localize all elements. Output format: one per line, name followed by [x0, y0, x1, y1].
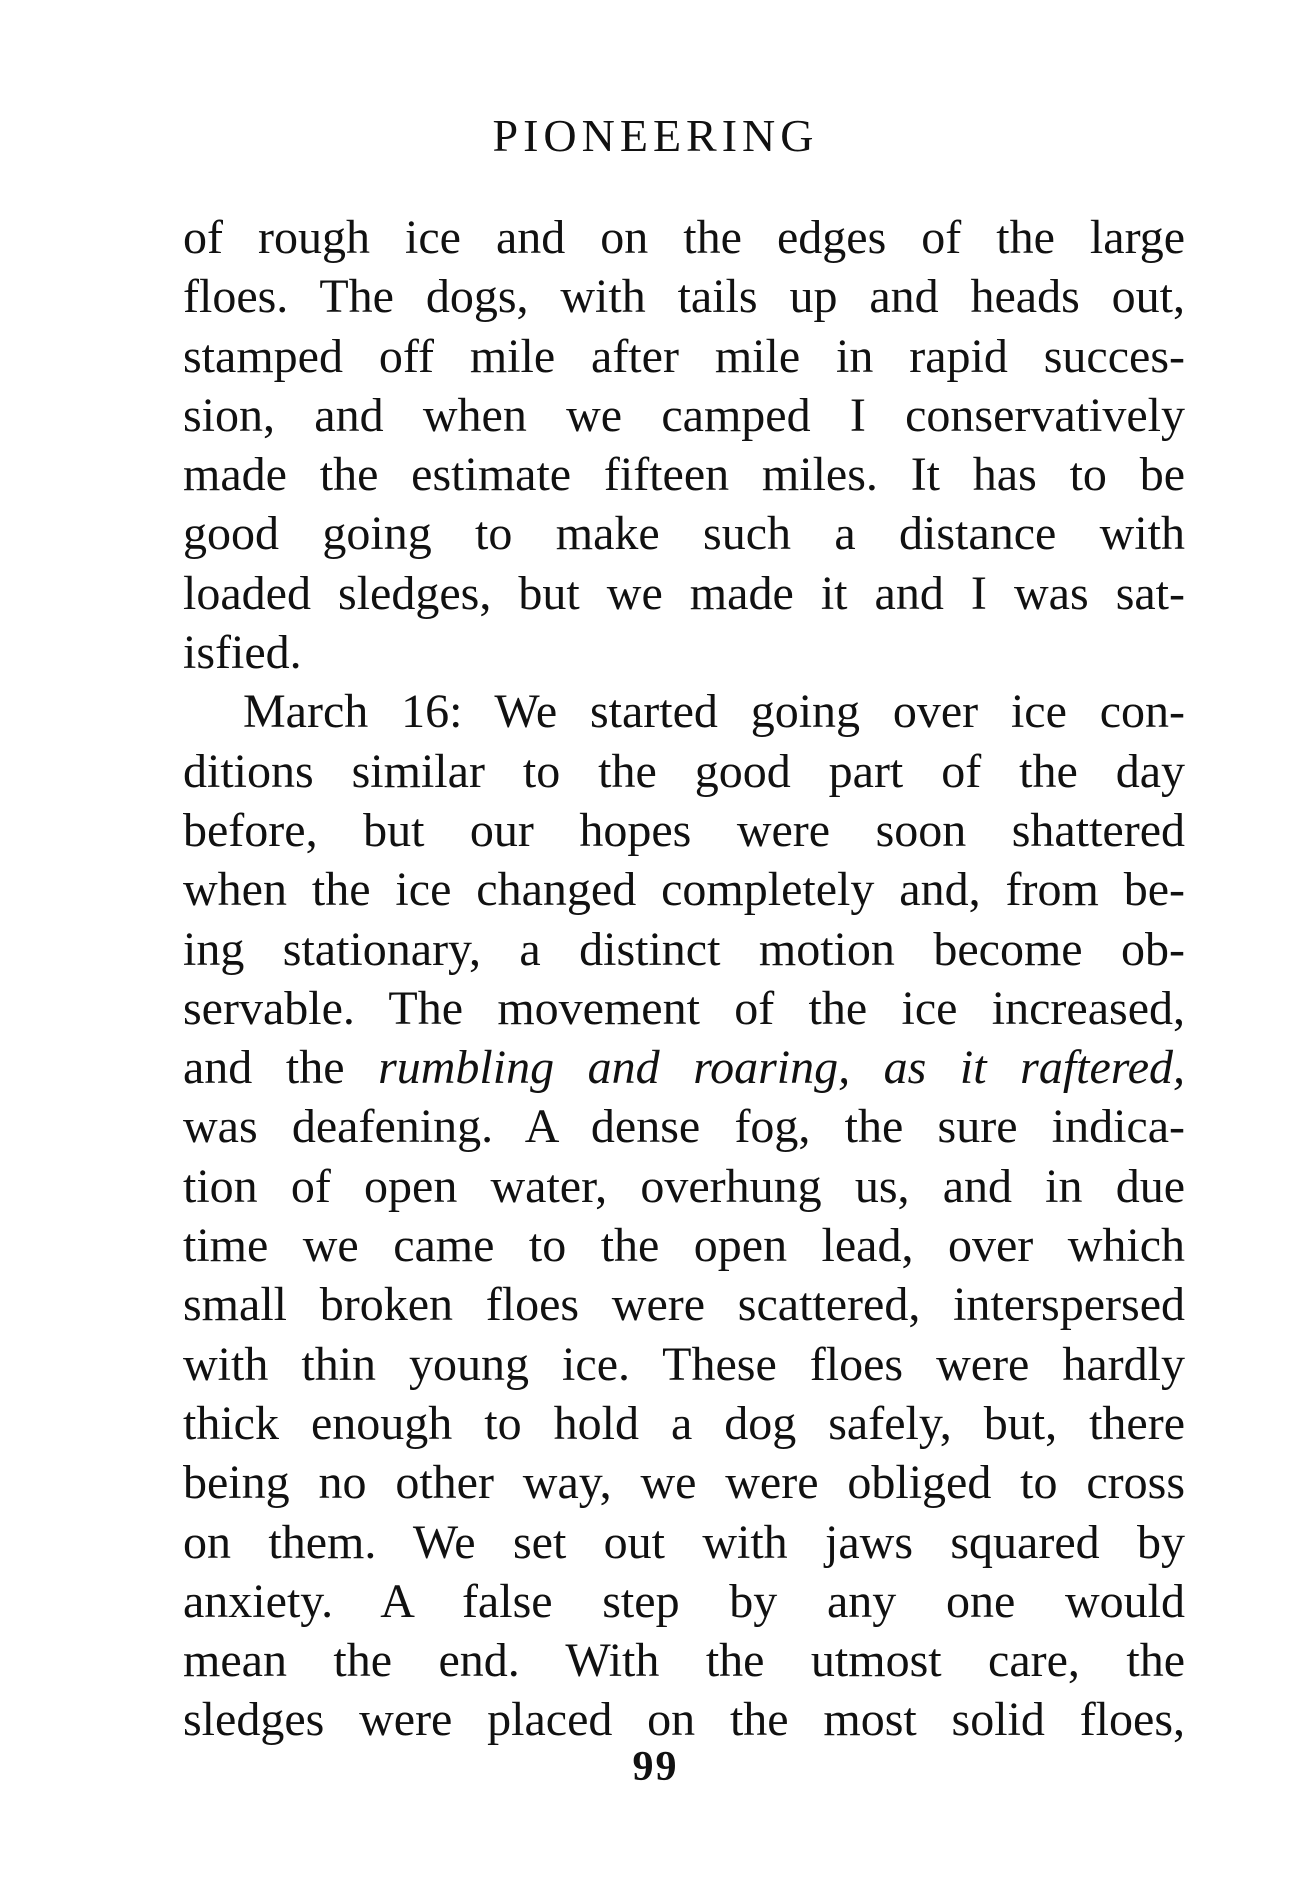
text-line: tion of open water, overhung us, and in due — [183, 1159, 1185, 1213]
text-line: March 16: We started going over ice con- — [243, 685, 1185, 739]
text-line: small broken floes were scattered, interspersed — [183, 1278, 1185, 1332]
text-line: servable. The movement of the ice increased, — [183, 981, 1185, 1035]
text-line: with thin young ice. These floes were hardly — [183, 1337, 1185, 1391]
text-line: time we came to the open lead, over which — [183, 1219, 1185, 1273]
text-segment: and the — [183, 1041, 379, 1095]
text-line: made the estimate fifteen miles. It has to be — [183, 448, 1185, 502]
text-line-with-italic — [183, 1038, 1185, 1097]
text-line: of rough ice and on the edges of the large — [183, 211, 1185, 264]
text-line: stamped off mile after mile in rapid succes- — [183, 329, 1185, 383]
text-line: mean the end. With the utmost care, the — [183, 1634, 1185, 1688]
text-line: thick enough to hold a dog safely, but, there — [183, 1396, 1185, 1450]
text-line: ing stationary, a distinct motion become ob- — [183, 922, 1185, 976]
text-line: sledges were placed on the most solid floes, — [183, 1693, 1185, 1747]
text-line: loaded sledges, but we made it and I was sat- — [183, 566, 1185, 620]
text-line: good going to make such a distance with — [183, 507, 1185, 561]
italic-text-segment: rumbling and roaring, as it raftered, — [378, 1041, 1185, 1095]
text-line: when the ice changed completely and, from be- — [183, 863, 1185, 917]
text-line: was deafening. A dense fog, the sure indica- — [183, 1100, 1185, 1154]
text-line: being no other way, we were obliged to cross — [183, 1456, 1185, 1510]
page-number: 99 — [632, 1744, 679, 1790]
text-line: anxiety. A false step by any one would — [183, 1574, 1185, 1628]
text-line: sion, and when we camped I conservatively — [183, 388, 1185, 442]
text-line: isfied. — [183, 626, 302, 680]
running-title: PIONEERING — [492, 110, 819, 161]
body-text — [183, 208, 1185, 1750]
text-line: floes. The dogs, with tails up and heads out, — [183, 270, 1185, 324]
text-line: ditions similar to the good part of the day — [183, 744, 1185, 798]
text-line: on them. We set out with jaws squared by — [183, 1515, 1185, 1569]
text-line: before, but our hopes were soon shattered — [183, 803, 1185, 857]
